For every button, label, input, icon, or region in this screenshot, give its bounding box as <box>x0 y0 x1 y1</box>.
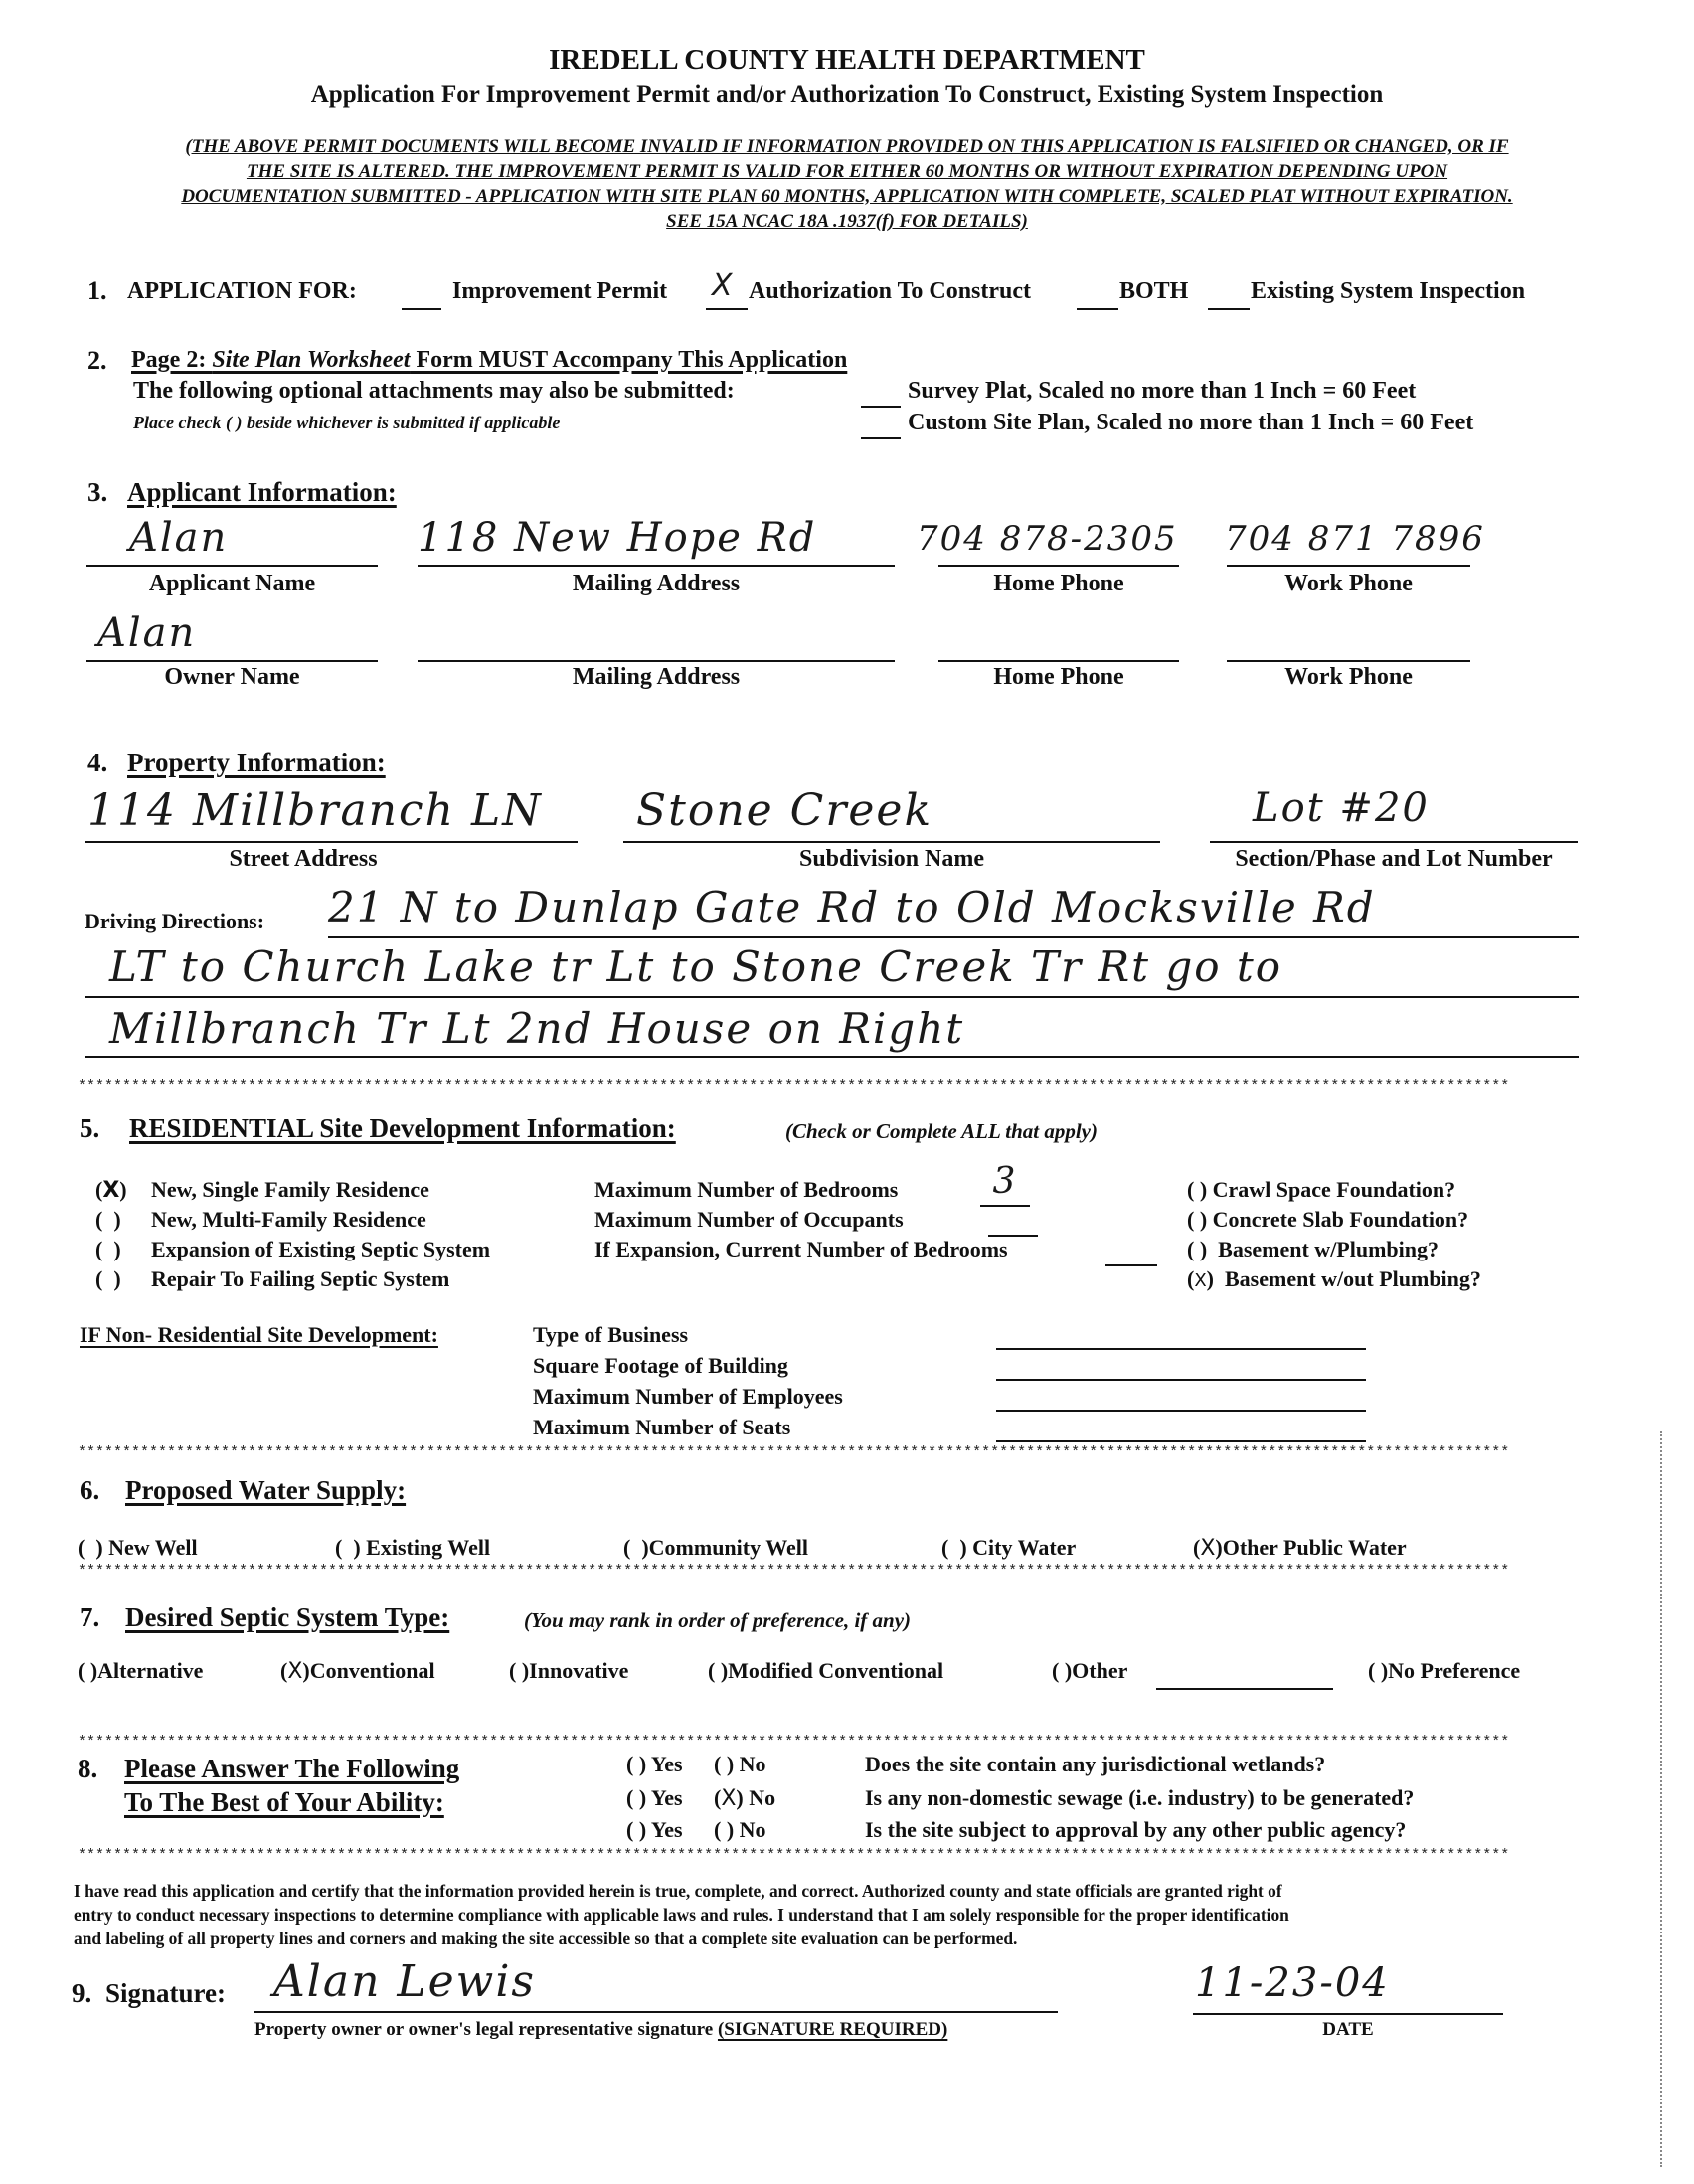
section-9-number: 9. <box>72 1978 92 2008</box>
water-label-new-well: New Well <box>108 1535 198 1560</box>
basement-plumbing-option[interactable]: ( ) Basement w/Plumbing? <box>1187 1237 1440 1261</box>
warning-line-1: (THE ABOVE PERMIT DOCUMENTS WILL BECOME INVALID IF INFORMATION PROVIDED ON THIS APPLICATION IS FALSIFIED OR CHANGED, OR IF <box>185 136 1509 157</box>
section-2-number: 2. <box>87 346 107 375</box>
basement-plumbing-label: Basement w/Plumbing? <box>1218 1237 1440 1261</box>
applicant-mailing-address-line <box>418 565 895 567</box>
improvement-permit-label: Improvement Permit <box>452 278 668 304</box>
directions-underline-2 <box>85 996 1579 998</box>
applicant-mailing-address-value[interactable]: 118 New Hope Rd <box>418 515 817 561</box>
non-residential-heading: IF Non- Residential Site Development: <box>80 1322 438 1347</box>
lot-number-label: Section/Phase and Lot Number <box>1235 846 1553 872</box>
directions-underline-1 <box>328 936 1579 938</box>
water-option-community-well[interactable]: ( )Community Well <box>623 1535 808 1560</box>
date-label: DATE <box>1322 2019 1374 2040</box>
survey-plat-checkbox[interactable] <box>861 380 901 408</box>
owner-work-phone-line <box>1227 660 1470 662</box>
signature-required-note: (SIGNATURE REQUIRED) <box>717 2019 948 2040</box>
q1-text: Does the site contain any jurisdictional wetlands? <box>865 1752 1326 1776</box>
street-address-label: Street Address <box>229 846 378 872</box>
max-employees-label: Maximum Number of Employees <box>533 1384 843 1409</box>
q3-no-option[interactable]: ( ) No <box>714 1817 766 1842</box>
water-option-other-public[interactable]: (X)Other Public Water <box>1193 1535 1407 1561</box>
driving-directions-label: Driving Directions: <box>85 909 265 933</box>
section-5-number: 5. <box>80 1113 100 1143</box>
street-address-line <box>85 841 578 843</box>
section-8-heading-line-2: To The Best of Your Ability: <box>124 1787 444 1817</box>
section-2-heading-suffix: Form MUST Accompany This Application <box>410 347 848 373</box>
type-label-expansion: Expansion of Existing Septic System <box>151 1237 491 1261</box>
both-checkbox[interactable] <box>1077 280 1118 310</box>
authorization-to-construct-checkbox[interactable]: X <box>706 280 748 310</box>
applicant-home-phone-line <box>938 565 1179 567</box>
directions-underline-3 <box>85 1056 1579 1058</box>
septic-option-other[interactable]: ( )Other <box>1052 1658 1128 1683</box>
site-plan-worksheet-link: Site Plan Worksheet <box>212 347 411 373</box>
type-of-business-field[interactable] <box>996 1348 1366 1350</box>
septic-label-other: Other <box>1072 1658 1128 1683</box>
lot-number-line <box>1210 841 1578 843</box>
both-label: BOTH <box>1119 278 1189 304</box>
septic-option-innovative[interactable]: ( )Innovative <box>509 1658 629 1683</box>
max-seats-field[interactable] <box>996 1440 1366 1442</box>
septic-label-no-preference: No Preference <box>1388 1658 1521 1683</box>
owner-home-phone-line <box>938 660 1179 662</box>
septic-label-modified-conventional: Modified Conventional <box>728 1658 944 1683</box>
section-1-number: 1. <box>87 276 107 305</box>
form-subtitle: Application For Improvement Permit and/or Authorization To Construct, Existing System Inspection <box>310 82 1384 108</box>
water-option-new-well[interactable]: ( ) New Well <box>78 1535 198 1560</box>
department-title: IREDELL COUNTY HEALTH DEPARTMENT <box>549 44 1145 76</box>
section-5-note: (Check or Complete ALL that apply) <box>785 1119 1098 1143</box>
section-1-label: APPLICATION FOR: <box>127 278 357 304</box>
type-option-multi-family[interactable]: ( ) <box>95 1207 121 1232</box>
date-value[interactable]: 11-23-04 <box>1195 1960 1390 2006</box>
q1-yes-option[interactable]: ( ) Yes <box>626 1752 683 1776</box>
applicant-name-line <box>86 565 378 567</box>
septic-option-no-preference[interactable]: ( )No Preference <box>1368 1658 1521 1683</box>
scan-edge <box>1660 1431 1662 2167</box>
septic-option-conventional[interactable]: (X)Conventional <box>280 1658 435 1684</box>
basement-no-plumbing-option[interactable]: (X) Basement w/out Plumbing? <box>1187 1266 1481 1291</box>
improvement-permit-checkbox[interactable] <box>402 280 441 310</box>
type-label-multi-family: New, Multi-Family Residence <box>151 1207 426 1232</box>
section-4-heading: Property Information: <box>127 748 386 777</box>
section-5-heading: RESIDENTIAL Site Development Information: <box>129 1113 676 1143</box>
max-seats-label: Maximum Number of Seats <box>533 1415 791 1439</box>
crawl-space-label: Crawl Space Foundation? <box>1212 1177 1456 1202</box>
owner-work-phone-label: Work Phone <box>1284 664 1413 690</box>
signature-label: Signature: <box>105 1978 227 2008</box>
subdivision-line <box>623 841 1160 843</box>
optional-attachments-text: The following optional attachments may also be submitted: <box>133 378 735 404</box>
q3-yes-option[interactable]: ( ) Yes <box>626 1817 683 1842</box>
owner-name-label: Owner Name <box>164 664 300 690</box>
street-address-value[interactable]: 114 Millbranch LN <box>87 785 543 836</box>
driving-directions-line-2[interactable]: LT to Church Lake tr Lt to Stone Creek Tr Rt go to <box>109 942 1283 991</box>
certification-line-3: and labeling of all property lines and corners and making the site accessible so that a complete site evaluation can be performed. <box>74 1929 1018 1948</box>
max-bedrooms-field[interactable]: 3 <box>980 1161 1030 1207</box>
section-8-number: 8. <box>78 1754 98 1783</box>
date-line <box>1193 2013 1503 2015</box>
lot-number-value[interactable]: Lot #20 <box>1253 785 1430 831</box>
owner-name-value[interactable]: Alan <box>97 610 197 656</box>
max-occupants-label: Maximum Number of Occupants <box>594 1207 904 1232</box>
survey-plat-label: Survey Plat, Scaled no more than 1 Inch = 60 Feet <box>908 378 1417 404</box>
separator-3: **************************************************************************************************************************************************************** <box>78 1563 1510 1580</box>
section-3-heading: Applicant Information: <box>127 477 397 507</box>
custom-site-plan-label: Custom Site Plan, Scaled no more than 1 Inch = 60 Feet <box>908 410 1474 435</box>
septic-label-alternative: Alternative <box>97 1658 204 1683</box>
driving-directions-line-1[interactable]: 21 N to Dunlap Gate Rd to Old Mocksville Rd <box>328 883 1376 931</box>
max-employees-field[interactable] <box>996 1410 1366 1412</box>
type-label-repair: Repair To Failing Septic System <box>151 1266 450 1291</box>
owner-home-phone-label: Home Phone <box>993 664 1124 690</box>
separator-2: **************************************************************************************************************************************************************** <box>78 1444 1510 1461</box>
square-footage-label: Square Footage of Building <box>533 1353 788 1378</box>
section-7-heading: Desired Septic System Type: <box>125 1602 450 1632</box>
septic-option-modified-conventional[interactable]: ( )Modified Conventional <box>708 1658 944 1683</box>
separator-5: **************************************************************************************************************************************************************** <box>78 1847 1510 1864</box>
subdivision-label: Subdivision Name <box>798 846 985 872</box>
applicant-name-value[interactable]: Alan <box>129 515 229 561</box>
type-of-business-label: Type of Business <box>533 1322 689 1347</box>
authorization-to-construct-label: Authorization To Construct <box>749 278 1032 304</box>
square-footage-field[interactable] <box>996 1379 1366 1381</box>
concrete-slab-label: Concrete Slab Foundation? <box>1212 1207 1469 1232</box>
q3-text: Is the site subject to approval by any other public agency? <box>865 1817 1407 1842</box>
custom-site-plan-checkbox[interactable] <box>861 412 901 439</box>
section-6-heading: Proposed Water Supply: <box>125 1475 407 1505</box>
warning-line-4: SEE 15A NCAC 18A .1937(f) FOR DETAILS) <box>666 211 1028 232</box>
septic-label-conventional: Conventional <box>309 1658 435 1683</box>
owner-mailing-address-label: Mailing Address <box>572 664 741 690</box>
driving-directions-line-3[interactable]: Millbranch Tr Lt 2nd House on Right <box>109 1004 965 1053</box>
section-7-number: 7. <box>80 1602 100 1632</box>
water-option-city-water[interactable]: ( ) City Water <box>941 1535 1077 1560</box>
type-option-expansion[interactable]: ( ) <box>95 1237 121 1261</box>
warning-line-3: DOCUMENTATION SUBMITTED - APPLICATION WITH SITE PLAN 60 MONTHS, APPLICATION WITH COMPLETE, SCALED PLAT WITHOUT EXPIRATION. <box>181 186 1513 207</box>
type-option-single-family[interactable]: (X) <box>95 1177 127 1203</box>
type-label-single-family: New, Single Family Residence <box>151 1177 429 1202</box>
water-label-city-water: City Water <box>972 1535 1077 1560</box>
septic-option-alternative[interactable]: ( )Alternative <box>78 1658 204 1683</box>
crawl-space-option[interactable]: ( ) Crawl Space Foundation? <box>1187 1177 1456 1202</box>
signature-value[interactable]: Alan Lewis <box>273 1956 536 2007</box>
current-bedrooms-field[interactable] <box>1105 1237 1157 1266</box>
section-3-number: 3. <box>87 477 108 507</box>
applicant-name-label: Applicant Name <box>148 571 316 596</box>
max-bedrooms-label: Maximum Number of Bedrooms <box>594 1177 899 1202</box>
water-option-existing-well[interactable]: ( ) Existing Well <box>335 1535 491 1560</box>
section-2-heading <box>131 347 847 374</box>
signature-line <box>254 2011 1058 2013</box>
water-label-existing-well: Existing Well <box>366 1535 491 1560</box>
q2-no-option[interactable]: (X) No <box>714 1785 776 1811</box>
warning-line-2: THE SITE IS ALTERED. THE IMPROVEMENT PERMIT IS VALID FOR EITHER 60 MONTHS OR WITHOUT EXPIRATION DEPENDING UPON <box>246 161 1448 182</box>
applicant-work-phone-label: Work Phone <box>1284 571 1413 596</box>
existing-system-inspection-checkbox[interactable] <box>1208 280 1250 310</box>
applicant-mailing-address-label: Mailing Address <box>572 571 741 596</box>
section-7-note: (You may rank in order of preference, if any) <box>524 1608 912 1632</box>
certification-line-1: I have read this application and certify that the information provided herein is true, complete, and correct. Authorized county and state officials are granted right of <box>74 1881 1282 1901</box>
applicant-work-phone-value[interactable]: 704 871 7896 <box>1225 519 1485 559</box>
section-8-heading-line-1: Please Answer The Following <box>124 1754 460 1783</box>
signature-caption: Property owner or owner's legal representative signature (SIGNATURE REQUIRED) <box>254 2019 948 2040</box>
section-4-number: 4. <box>87 748 108 777</box>
separator-4: **************************************************************************************************************************************************************** <box>78 1734 1510 1751</box>
separator-1: **************************************************************************************************************************************************************** <box>78 1078 1510 1094</box>
concrete-slab-option[interactable]: ( ) Concrete Slab Foundation? <box>1187 1207 1469 1232</box>
basement-no-plumbing-label: Basement w/out Plumbing? <box>1225 1266 1481 1291</box>
septic-other-field[interactable] <box>1156 1688 1333 1690</box>
septic-label-innovative: Innovative <box>529 1658 629 1683</box>
q2-yes-option[interactable]: ( ) Yes <box>626 1785 683 1810</box>
section-2-heading-prefix: Page 2: <box>131 347 213 373</box>
existing-system-inspection-label: Existing System Inspection <box>1251 278 1526 304</box>
owner-mailing-address-line <box>418 660 895 662</box>
applicant-home-phone-value[interactable]: 704 878-2305 <box>917 519 1178 559</box>
max-occupants-field[interactable] <box>988 1207 1038 1237</box>
water-label-other-public: Other Public Water <box>1222 1535 1407 1560</box>
type-option-repair[interactable]: ( ) <box>95 1266 121 1291</box>
applicant-home-phone-label: Home Phone <box>993 571 1124 596</box>
water-label-community-well: Community Well <box>648 1535 808 1560</box>
q1-no-option[interactable]: ( ) No <box>714 1752 766 1776</box>
certification-line-2: entry to conduct necessary inspections to determine compliance with applicable laws and rules. I understand that I am solely responsible for the proper identification <box>74 1905 1289 1925</box>
q2-text: Is any non-domestic sewage (i.e. industry) to be generated? <box>865 1785 1415 1810</box>
current-bedrooms-label: If Expansion, Current Number of Bedrooms <box>594 1237 1008 1261</box>
applicant-work-phone-line <box>1227 565 1470 567</box>
section-6-number: 6. <box>80 1475 100 1505</box>
subdivision-value[interactable]: Stone Creek <box>636 785 933 836</box>
owner-name-line <box>86 660 378 662</box>
place-check-note: Place check ( ) beside whichever is submitted if applicable <box>133 413 561 432</box>
